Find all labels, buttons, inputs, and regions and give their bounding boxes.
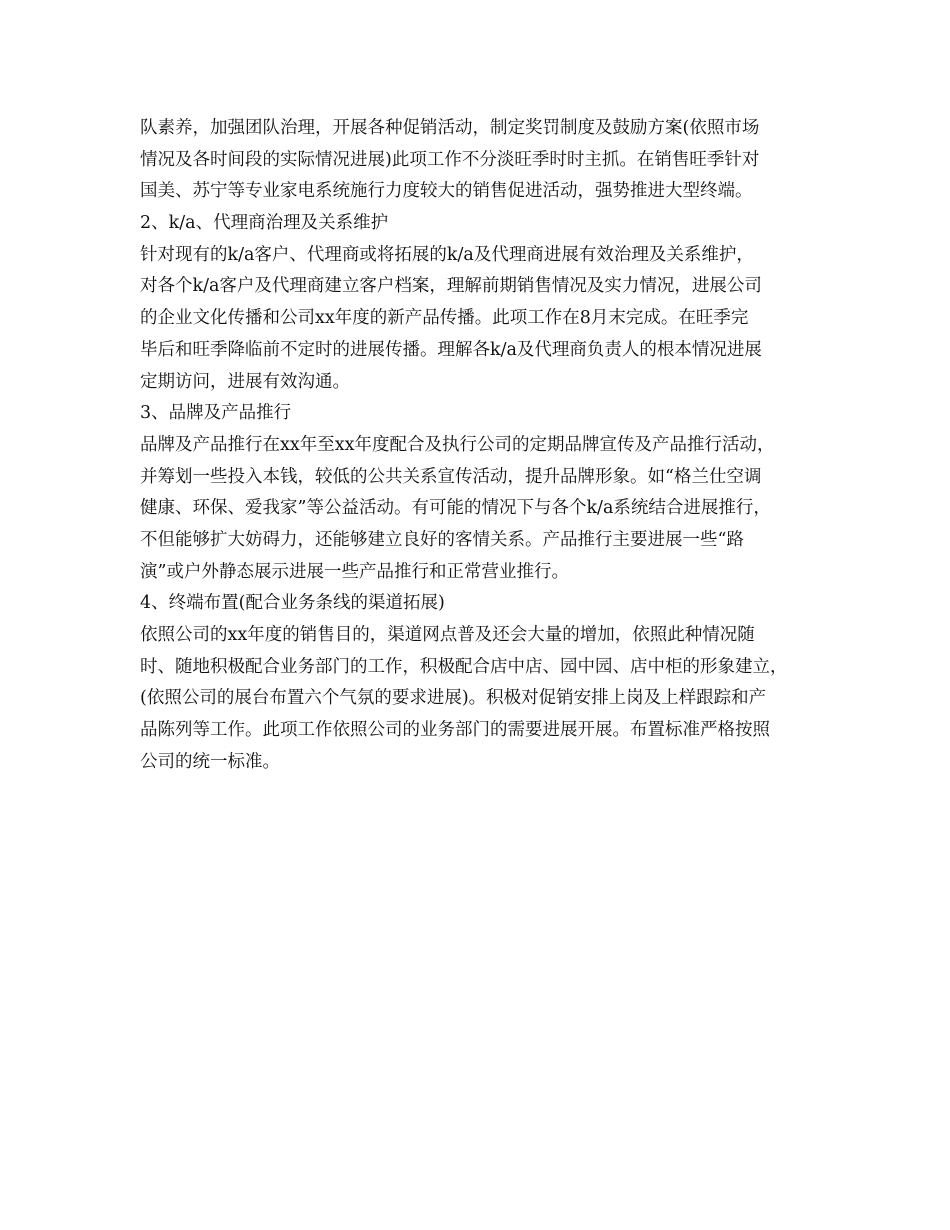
paragraph-line: 时、随地积极配合业务部门的工作，积极配合店中店、园中园、店中柜的形象建立， [140, 656, 788, 677]
paragraph-line: 演”或户外静态展示进展一些产品推行和正常营业推行。 [140, 561, 569, 582]
paragraph-line: 毕后和旺季降临前不定时的进展传播。理解各k/a及代理商负责人的根本情况进展 [140, 339, 762, 360]
paragraph-line: (依照公司的展台布置六个气氛的要求进展)。积极对促销安排上岗及上样跟踪和产 [140, 688, 767, 709]
paragraph-line: 并筹划一些投入本钱，较低的公共关系宣传活动，提升品牌形象。如“格兰仕空调 [140, 466, 762, 487]
paragraph-line: 品牌及产品推行在xx年至xx年度配合及执行公司的定期品牌宣传及产品推行活动， [140, 434, 775, 455]
paragraph-line: 品陈列等工作。此项工作依照公司的业务部门的需要进展开展。布置标准严格按照 [140, 720, 770, 741]
paragraph-line: 的企业文化传播和公司xx年度的新产品传播。此项工作在8月末完成。在旺季完 [140, 308, 749, 329]
paragraph-line: 公司的统一标准。 [140, 751, 280, 772]
section-heading: 3、品牌及产品推行 [140, 403, 292, 424]
paragraph-line: 不但能够扩大妨碍力，还能够建立良好的客情关系。产品推行主要进展一些“路 [140, 529, 744, 550]
paragraph-line: 定期访问，进展有效沟通。 [140, 371, 350, 392]
paragraph-line: 国美、苏宁等专业家电系统施行力度较大的销售促进活动，强势推进大型终端。 [140, 181, 753, 202]
section-heading: 4、终端布置(配合业务条线的渠道拓展) [140, 593, 445, 614]
document-body [140, 113, 820, 778]
paragraph-line: 情况及各时间段的实际情况进展)此项工作不分淡旺季时时主抓。在销售旺季针对 [140, 149, 760, 170]
paragraph-line: 健康、环保、爱我家”等公益活动。有可能的情况下与各个k/a系统结合进展推行， [140, 498, 771, 519]
paragraph-line: 队素养，加强团队治理，开展各种促销活动，制定奖罚制度及鼓励方案(依照市场 [140, 118, 760, 138]
paragraph-line: 对各个k/a客户及代理商建立客户档案，理解前期销售情况及实力情况，进展公司 [140, 276, 762, 297]
paragraph-line: 依照公司的xx年度的销售目的，渠道网点普及还会大量的增加，依照此种情况随 [140, 625, 755, 645]
paragraph-line: 针对现有的k/a客户、代理商或将拓展的k/a及代理商进展有效治理及关系维护， [140, 244, 754, 265]
section-heading: 2、k/a、代理商治理及关系维护 [140, 213, 389, 234]
